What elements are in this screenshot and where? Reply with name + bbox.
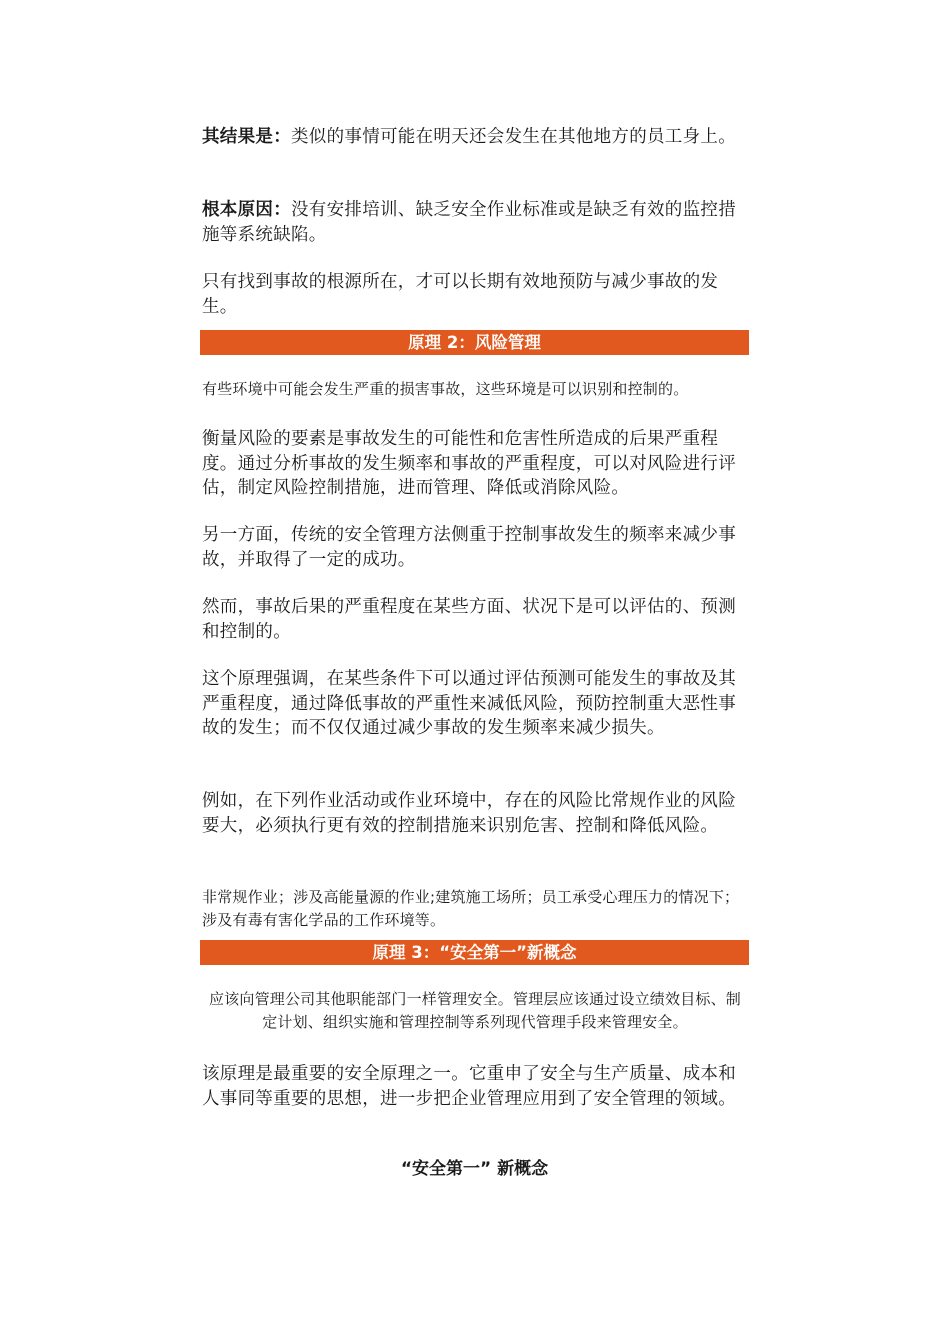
root-cause-text: 没有安排培训、缺乏安全作业标准或是缺乏有效的监控措施等系统缺陷。 xyxy=(202,200,736,245)
section-2-paragraph: 衡量风险的要素是事故发生的可能性和危害性所造成的后果严重程度。通过分析事故的发生频率和事故的严重程度，可以对风险进行评估，制定风险控制措施，进而管理、降低或消除风险。 xyxy=(202,429,736,498)
result-label: 其结果是： xyxy=(202,127,291,147)
root-cause-label: 根本原因： xyxy=(202,200,291,220)
result-text: 类似的事情可能在明天还会发生在其他地方的员工身上。 xyxy=(291,127,736,147)
root-source-paragraph: 只有找到事故的根源所在，才可以长期有效地预防与减少事故的发生。 xyxy=(202,272,719,317)
figure-caption: “安全第一” 新概念 xyxy=(400,1159,549,1179)
section-3-paragraph: 该原理是最重要的安全原理之一。它重申了安全与生产质量、成本和人事同等重要的思想，进一步把企业管理应用到了安全管理的领域。 xyxy=(202,1064,736,1109)
section-3-header: 原理 3：“安全第一”新概念 xyxy=(200,940,749,965)
section-2-paragraph: 例如，在下列作业活动或作业环境中，存在的风险比常规作业的风险要大，必须执行更有效的控制措施来识别危害、控制和降低风险。 xyxy=(202,791,736,836)
section-2-paragraph: 另一方面，传统的安全管理方法侧重于控制事故发生的频率来减少事故，并取得了一定的成功。 xyxy=(202,525,736,570)
section-2-list-note: 非常规作业；涉及高能量源的作业;建筑施工场所；员工承受心理压力的情况下；涉及有毒有害化学品的工作环境等。 xyxy=(202,888,740,929)
section-2-intro: 有些环境中可能会发生严重的损害事故，这些环境是可以识别和控制的。 xyxy=(202,380,689,398)
result-paragraph xyxy=(202,125,748,150)
section-2-paragraph: 这个原理强调，在某些条件下可以通过评估预测可能发生的事故及其严重程度，通过降低事故的严重性来减低风险，预防控制重大恶性事故的发生；而不仅仅通过减少事故的发生频率来减少损失。 xyxy=(202,669,736,738)
root-cause-paragraph xyxy=(202,198,748,247)
section-2-header: 原理 2：风险管理 xyxy=(200,330,749,355)
section-3-intro: 应该向管理公司其他职能部门一样管理安全。管理层应该通过设立绩效目标、制定计划、组织实施和管理控制等系列现代管理手段来管理安全。 xyxy=(208,990,741,1031)
section-2-paragraph: 然而，事故后果的严重程度在某些方面、状况下是可以评估的、预测和控制的。 xyxy=(202,597,736,642)
